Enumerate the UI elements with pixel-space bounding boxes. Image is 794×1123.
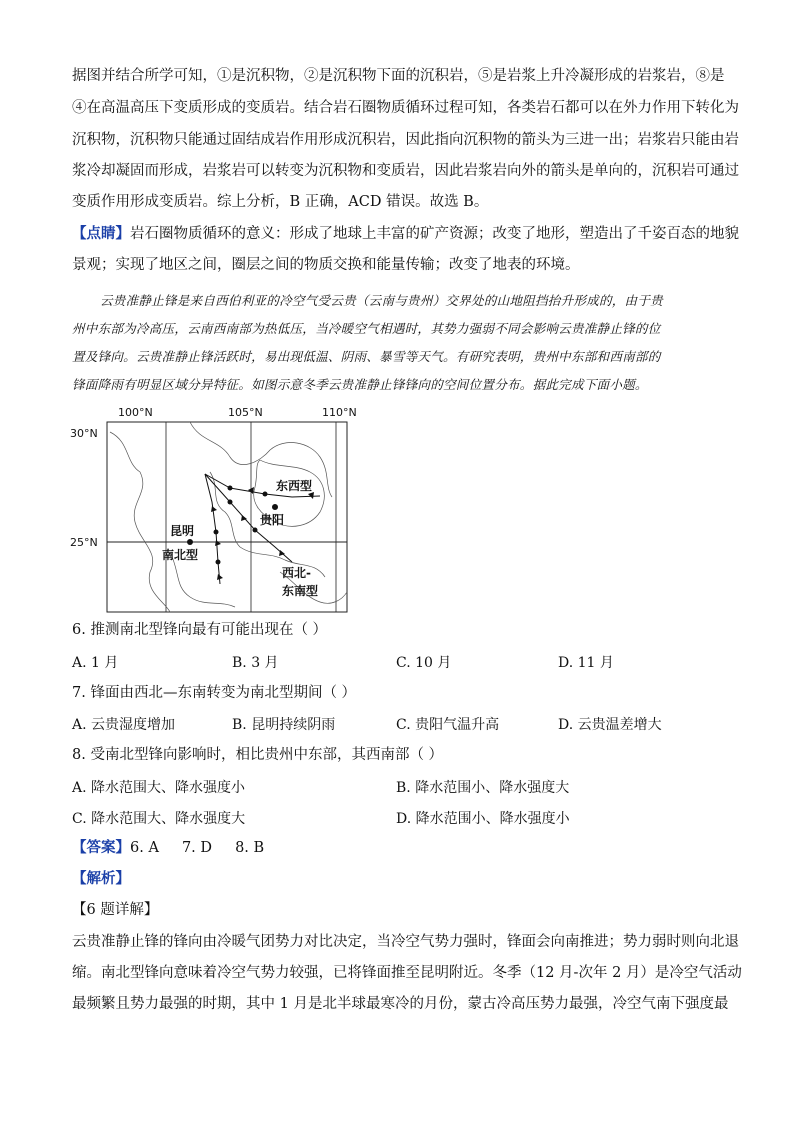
intro-line-4: 浆冷却凝固而形成，岩浆岩可以转变为沉积物和变质岩，因此岩浆岩向外的箭头是单向的，沉积岩可通过 xyxy=(72,163,739,179)
front-dot xyxy=(263,492,268,497)
tip-line-2: 景观；实现了地区之间，圈层之间的物质交换和能量传输；改变了地表的环境。 xyxy=(72,257,580,273)
front-dot xyxy=(228,500,233,505)
front-dot xyxy=(214,530,219,535)
label-guiyang: 贵阳 xyxy=(260,513,285,527)
q7-option-b[interactable]: B. 昆明持续阴雨 xyxy=(232,717,336,733)
boundary-1 xyxy=(110,432,170,612)
intro-line-5: 变质作用形成变质岩。综上分析，B 正确，ACD 错误。故选 B。 xyxy=(72,194,489,210)
analysis-tag: 【解析】 xyxy=(72,870,130,887)
q6-option-d[interactable]: D. 11 月 xyxy=(558,655,614,671)
q8-option-c[interactable]: C. 降水范围大、降水强度大 xyxy=(72,811,246,827)
answer-tag: 【答案】 xyxy=(72,839,130,856)
tip-line-1 xyxy=(72,224,739,244)
intro-line-1: 据图并结合所学可知，①是沉积物，②是沉积物下面的沉积岩，⑤是岩浆上升冷凝形成的岩浆岩，⑧是 xyxy=(72,68,725,84)
tip-text-1: 岩石圈物质循环的意义：形成了地球上丰富的矿产资源；改变了地形，塑造出了千姿百态的地貌 xyxy=(130,226,739,242)
q7-option-a[interactable]: A. 云贵湿度增加 xyxy=(72,717,176,733)
intro-line-3: 沉积物，沉积物只能通过固结成岩作用形成沉积岩，因此指向沉积物的箭头为三进一出；岩浆岩只能由岩 xyxy=(72,132,739,148)
question-7-stem: 7. 锋面由西北—东南转变为南北型期间（ ） xyxy=(72,685,357,701)
front-marker xyxy=(211,506,217,512)
detail-line-3: 最频繁且势力最强的时期，其中 1 月是北半球最寒冷的月份，蒙古冷高压势力最强，冷空气南下强度最 xyxy=(72,996,729,1012)
label-kunming: 昆明 xyxy=(170,524,195,538)
passage-line-2: 州中东部为冷高压，云南西南部为热低压，当冷暖空气相遇时，其势力强弱不同会影响云贵准静止锋的位 xyxy=(72,321,661,336)
q7-option-c[interactable]: C. 贵阳气温升高 xyxy=(396,717,500,733)
front-dot xyxy=(253,528,258,533)
kunming-dot xyxy=(187,539,193,545)
q8-option-b[interactable]: B. 降水范围小、降水强度大 xyxy=(396,780,570,796)
detail-line-2: 缩。南北型锋向意味着冷空气势力较强，已将锋面推至昆明附近。冬季（12 月-次年 2 月）是冷空气活动 xyxy=(72,965,742,981)
front-dot xyxy=(216,560,221,565)
label-nw-se-2: 东南型 xyxy=(282,584,319,598)
label-north-south: 南北型 xyxy=(162,548,199,562)
q6-option-a[interactable]: A. 1 月 xyxy=(72,655,119,671)
question-8-stem: 8. 受南北型锋向影响时，相比贵州中东部，其西南部（ ） xyxy=(72,747,444,763)
q6-option-b[interactable]: B. 3 月 xyxy=(232,655,279,671)
answer-line xyxy=(72,838,264,858)
front-marker xyxy=(308,492,314,499)
q8-option-a[interactable]: A. 降水范围大、降水强度小 xyxy=(72,780,246,796)
guiyang-dot xyxy=(272,504,278,510)
label-east-west: 东西型 xyxy=(276,479,313,493)
lat-label-30: 30°N xyxy=(70,427,98,440)
front-north-south xyxy=(205,474,220,584)
intro-line-2: ④在高温高压下变质形成的变质岩。结合岩石圈物质循环过程可知，各类岩石都可以在外力作用下转化为 xyxy=(72,100,739,116)
q8-option-d[interactable]: D. 降水范围小、降水强度小 xyxy=(396,811,570,827)
passage-line-4: 锋面降雨有明显区域分异特征。如图示意冬季云贵准静止锋锋向的空间位置分布。据此完成下面小题。 xyxy=(72,377,648,392)
lat-label-25: 25°N xyxy=(70,536,98,549)
detail-line-1: 云贵准静止锋的锋向由冷暖气团势力对比决定，当冷空气势力强时，锋面会向南推进；势力弱时则向北退 xyxy=(72,934,739,950)
detail-tag: 【6 题详解】 xyxy=(72,902,159,918)
question-6-stem: 6. 推测南北型锋向最有可能出现在（ ） xyxy=(72,622,328,638)
lon-label-100: 100°N xyxy=(118,406,153,419)
passage-line-3: 置及锋向。云贵准静止锋活跃时，易出现低温、阴雨、暴雪等天气。有研究表明，贵州中东部和西南部的 xyxy=(72,349,661,364)
label-nw-se-1: 西北- xyxy=(282,566,311,580)
answer-text: 6. A 7. D 8. B xyxy=(130,840,265,856)
lon-label-110: 110°N xyxy=(322,406,357,419)
q7-option-d[interactable]: D. 云贵温差增大 xyxy=(558,717,662,733)
front-map xyxy=(70,402,360,617)
tip-tag: 【点睛】 xyxy=(72,225,130,242)
q6-option-c[interactable]: C. 10 月 xyxy=(396,655,452,671)
lon-label-105: 105°N xyxy=(228,406,263,419)
front-dot xyxy=(228,486,233,491)
passage-line-1: 云贵准静止锋是来自西伯利亚的冷空气受云贵（云南与贵州）交界处的山地阻挡抬升形成的，由于贵 xyxy=(100,293,663,308)
front-marker xyxy=(215,540,221,546)
